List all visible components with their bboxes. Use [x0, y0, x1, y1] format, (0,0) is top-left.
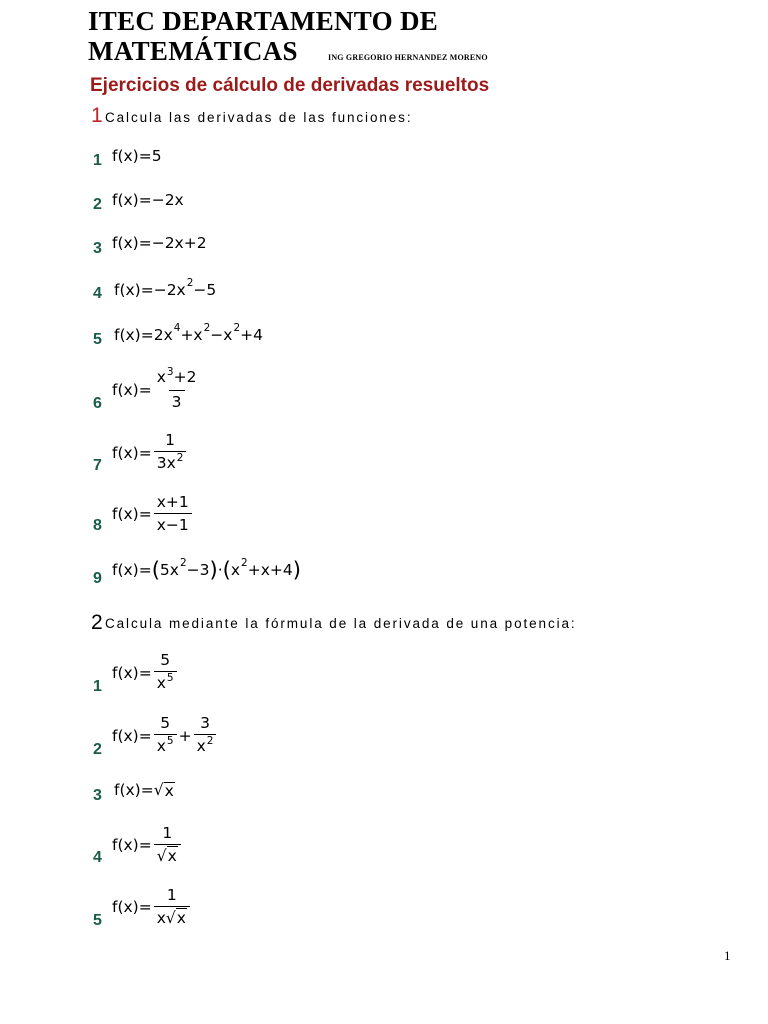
- exercise-number: 3: [93, 240, 102, 257]
- exercise-formula: f(x)= $\frac{1}{√x}$: [112, 824, 183, 865]
- exercise-formula: f(x)= $\frac{x+1}{x-1}$: [112, 493, 194, 534]
- exercise-formula: f(x)= $\frac{5}{x^5}$: [112, 651, 179, 694]
- exercise-number: 5: [93, 912, 102, 929]
- page-number: 1: [724, 948, 731, 963]
- exercise-formula: f(x)=−2x $^2$ −5: [114, 277, 217, 299]
- section-2-number: 2: [91, 611, 103, 634]
- author-name: ING GREGORIO HERNANDEZ MORENO: [328, 53, 488, 62]
- exercise-number: 6: [93, 395, 102, 412]
- document-subtitle: Ejercicios de cálculo de derivadas resueltos: [90, 75, 490, 96]
- exercise-formula: f(x)=√ x: [114, 781, 174, 800]
- exercise-formula: f(x)=5: [112, 147, 162, 165]
- exercise-number: 3: [93, 787, 102, 804]
- exercise-number: 4: [93, 285, 102, 302]
- exercise-formula: f(x)=2x $^4$ +x $^2$ −x $^2$ +4: [114, 322, 264, 344]
- section-2-instruction: Calcula mediante la fórmula de la derivada de una potencia:: [105, 616, 577, 631]
- exercise-formula: f(x)= $\frac{1}{3x^2}$: [112, 431, 188, 474]
- exercise-number: 2: [93, 196, 102, 213]
- exercise-number: 1: [93, 152, 102, 169]
- exercise-number: 1: [93, 678, 102, 695]
- exercise-number: 8: [93, 517, 102, 534]
- title-line-2: MATEMÁTICAS: [88, 36, 298, 66]
- exercise-number: 5: [93, 331, 102, 348]
- section-1-number: 1: [91, 104, 103, 127]
- title-line-1: ITEC DEPARTAMENTO DE: [88, 6, 439, 36]
- exercise-number: 7: [93, 457, 102, 474]
- exercise-formula: f(x)= $\frac{x^3+2}{3}$: [112, 366, 197, 411]
- exercise-formula: f(x)=−2x: [112, 191, 184, 209]
- exercise-number: 9: [93, 570, 102, 587]
- section-1-instruction: Calcula las derivadas de las funciones:: [105, 110, 413, 125]
- exercise-formula: f(x)= ( 5x $^2$ −3 ) · ( x $^2$ +x+4 ): [112, 557, 301, 582]
- exercise-number: 4: [93, 849, 102, 866]
- exercise-formula: f(x)= $\frac{5}{x^5}$ + $\frac{3}{x^2}$: [112, 714, 218, 757]
- exercise-formula: f(x)= $\frac{1}{x√x}$: [112, 886, 192, 927]
- exercise-number: 2: [93, 741, 102, 758]
- exercise-formula: f(x)=−2x+2: [112, 234, 207, 252]
